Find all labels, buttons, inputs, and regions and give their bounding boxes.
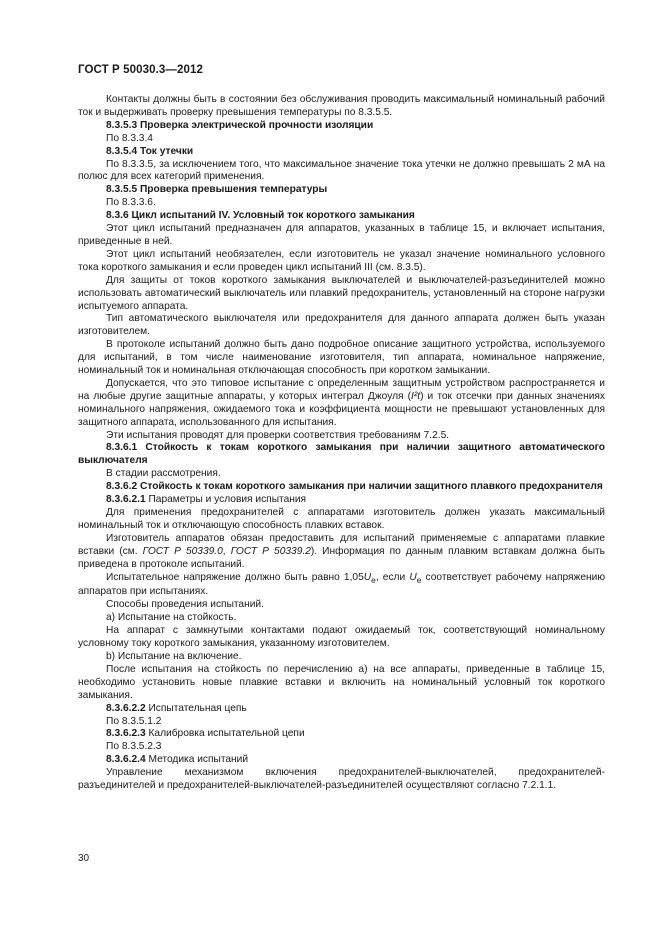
paragraph: 8.3.5.5 Проверка превышения температуры: [106, 184, 328, 196]
document-body: [78, 94, 605, 793]
paragraph: 8.3.6.2.1 Параметры и условия испытания: [106, 494, 307, 506]
paragraph: Тип автоматического выключателя или предохранителя для данного аппарата должен быть указан изготовителем.: [78, 313, 605, 338]
paragraph: 8.3.6 Цикл испытаний IV. Условный ток короткого замыкания: [106, 210, 415, 222]
paragraph: В протоколе испытаний должно быть дано подробное описание защитного устройства, используемого для испытаний, в том числе наименование изготовителя, тип аппарата, номинальное напряжение, номинальный ток и номинальная отключающая способность при коротком замыкании.: [78, 339, 605, 377]
paragraph: 8.3.6.2 Стойкость к токам короткого замыкания при наличии защитного плавкого предохранителя: [106, 481, 603, 493]
paragraph: 8.3.5.3 Проверка электрической прочности изоляции: [106, 119, 374, 131]
paragraph: Способы проведения испытаний.: [106, 599, 264, 611]
paragraph: Этот цикл испытаний необязателен, если изготовитель не указал значение номинального условного тока короткого замыкания и если проведен цикл испытаний III (см. 8.3.5).: [78, 248, 605, 273]
paragraph: Испытательное напряжение должно быть равно $1,05U_e$, если $U_e$ соответствует рабочему напряжению аппаратов при испытаниях.: [78, 571, 605, 598]
paragraph: По 8.3.5.2.3: [106, 741, 162, 753]
paragraph: Для защиты от токов короткого замыкания выключателей и выключателей-разъединителей можно использовать автоматический выключатель или плавкий предохранитель, установленный на стороне нагрузки испытуемого аппарата.: [78, 274, 605, 312]
document-header: ГОСТ Р 50030.3—2012: [78, 64, 203, 76]
paragraph: Этот цикл испытаний предназначен для аппаратов, указанных в таблице 15, и включает испытания, приведенные в ней.: [78, 223, 605, 247]
paragraph: 8.3.5.4 Ток утечки: [106, 145, 194, 157]
paragraph: Для применения предохранителей с аппаратами изготовитель должен указать максимальный номинальный ток и отключающую способность плавких вставок.: [78, 507, 605, 531]
paragraph: Допускается, что это типовое испытание с определенным защитным устройством распространяется и на любые другие защитные аппараты, у которых интеграл Джоуля (I²t) и ток отсечки при данных значениях номинального напряжения, ожидаемого тока и коэффициента мощности не превышают установленных для защитного аппарата, использованного для испытания.: [78, 377, 605, 428]
paragraph: По 8.3.3.4: [106, 132, 153, 144]
paragraph: Управление механизмом включения предохранителей-выключателей, предохранителей-разъединителей и предохранителей-выключателей-разъединителей осуществляют согласно 7.2.1.1.: [78, 767, 605, 792]
paragraph: После испытания на стойкость по перечислению а) на все аппараты, приведенные в таблице 15, необходимо установить новые плавкие вставки и включить на номинальный условный ток короткого замыкания.: [78, 663, 605, 701]
paragraph: а) Испытание на стойкость.: [106, 612, 237, 624]
paragraph: В стадии рассмотрения.: [106, 468, 221, 480]
page-number: 30: [78, 853, 90, 864]
paragraph: b) Испытание на включение.: [106, 651, 242, 662]
paragraph: Изготовитель аппаратов обязан предоставить для испытаний применяемые с аппаратами плавкие вставки (см. ГОСТ Р 50339.0, ГОСТ Р 50339.2). Информация по данным плавким вставкам должна быть приведена в протоколе испытаний.: [78, 532, 605, 570]
paragraph: 8.3.6.1 Стойкость к токам короткого замыкания при наличии защитного автоматического выключателя: [78, 442, 605, 467]
paragraph: На аппарат с замкнутыми контактами подают ожидаемый ток, соответствующий номинальному условному току короткого замыкания, указанному изготовителем.: [78, 625, 605, 650]
paragraph: 8.3.6.2.3 Калибровка испытательной цепи: [106, 728, 305, 740]
paragraph: По 8.3.3.5, за исключением того, что максимальное значение тока утечки не должно превышать 2 мА на полюс для всех категорий применения.: [78, 158, 605, 183]
paragraph: 8.3.6.2.4 Методика испытаний: [106, 754, 249, 766]
paragraph: Эти испытания проводят для проверки соответствия требованиям 7.2.5.: [106, 429, 450, 441]
paragraph: По 8.3.5.1.2: [106, 715, 162, 727]
paragraph: 8.3.6.2.2 Испытательная цепь: [106, 702, 247, 714]
paragraph: Контакты должны быть в состоянии без обслуживания проводить максимальный номинальный рабочий ток и выдерживать проверку превышения температуры по 8.3.5.5.: [78, 94, 605, 118]
paragraph: По 8.3.3.6.: [106, 197, 156, 209]
